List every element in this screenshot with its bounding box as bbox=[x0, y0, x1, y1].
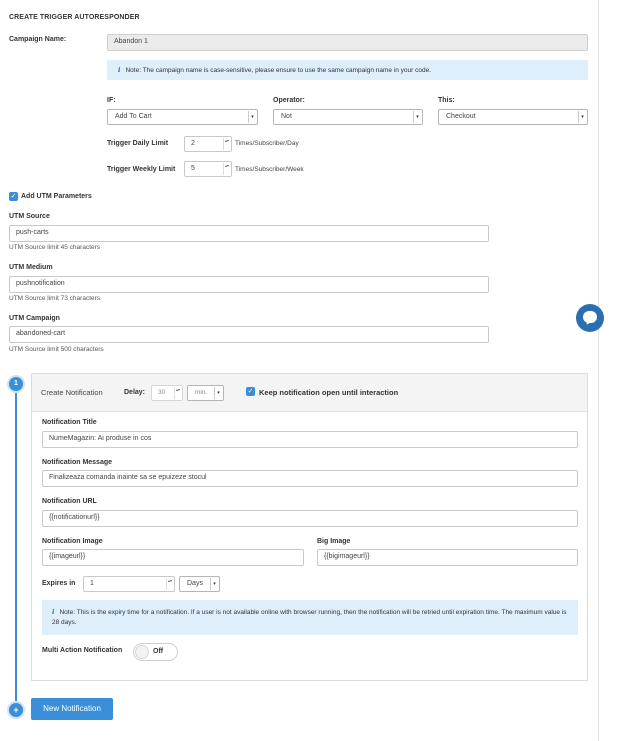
utm-medium-input[interactable]: pushnotification bbox=[9, 276, 489, 293]
utm-campaign-input[interactable]: abandoned-cart bbox=[9, 326, 489, 343]
chevron-down-icon: ▾ bbox=[214, 387, 222, 399]
toggle-knob bbox=[135, 645, 149, 659]
campaign-name-label: Campaign Name: bbox=[9, 36, 67, 43]
multi-action-state: Off bbox=[153, 648, 164, 655]
notification-url-label: Notification URL bbox=[42, 498, 97, 505]
page-title: CREATE TRIGGER AUTORESPONDER bbox=[9, 14, 140, 21]
step-number-badge: 1 bbox=[9, 377, 23, 391]
expires-unit-select[interactable] bbox=[179, 576, 220, 592]
notification-message-label: Notification Message bbox=[42, 459, 113, 466]
utm-checkbox-label: Add UTM Parameters bbox=[21, 193, 92, 200]
add-step-icon[interactable]: + bbox=[9, 703, 23, 717]
daily-limit-label: Trigger Daily Limit bbox=[107, 140, 169, 147]
daily-limit-input[interactable] bbox=[184, 136, 232, 152]
spinner-arrows-icon[interactable]: ▴▾ bbox=[174, 387, 181, 399]
delay-label: Delay: bbox=[124, 389, 146, 396]
spinner-arrows-icon[interactable]: ▴▾ bbox=[166, 578, 173, 590]
delay-unit-value: min. bbox=[195, 389, 208, 396]
this-select-value: Checkout bbox=[446, 113, 476, 120]
campaign-note-text: Note: The campaign name is case-sensitive, please ensure to use the same campaign name in your code. bbox=[125, 67, 432, 74]
chat-widget-button[interactable] bbox=[576, 304, 604, 332]
utm-checkbox[interactable]: ✓ bbox=[10, 193, 17, 200]
expires-unit-value: Days bbox=[187, 580, 203, 587]
if-label: IF: bbox=[107, 97, 116, 104]
notification-message-input[interactable]: Finalizeaza comanda inainte sa se epuizeze stocul bbox=[42, 470, 578, 487]
expires-value: 1 bbox=[90, 580, 94, 587]
this-select[interactable] bbox=[438, 109, 588, 125]
notification-card-header bbox=[32, 374, 587, 412]
weekly-limit-value: 5 bbox=[191, 165, 195, 172]
create-notification-title: Create Notification bbox=[41, 388, 103, 397]
delay-value: 30 bbox=[158, 389, 166, 396]
daily-limit-value: 2 bbox=[191, 140, 195, 147]
notification-image-label: Notification Image bbox=[42, 538, 103, 545]
campaign-name-field[interactable]: Abandon 1 bbox=[107, 34, 588, 51]
weekly-limit-input[interactable] bbox=[184, 161, 232, 177]
expiry-note bbox=[42, 600, 578, 635]
if-select-value: Add To Cart bbox=[115, 113, 152, 120]
new-notification-button[interactable]: New Notification bbox=[31, 698, 113, 720]
delay-unit-select[interactable] bbox=[187, 385, 224, 401]
utm-source-hint: UTM Source limit 45 characters bbox=[9, 244, 101, 251]
daily-limit-unit: Times/Subscriber/Day bbox=[235, 140, 299, 147]
big-image-input[interactable]: {{bigimageurl}} bbox=[317, 549, 578, 566]
notification-image-input[interactable]: {{imageurl}} bbox=[42, 549, 304, 566]
operator-select-value: Not bbox=[281, 113, 292, 120]
utm-source-label: UTM Source bbox=[9, 213, 50, 220]
multi-action-toggle[interactable] bbox=[133, 643, 178, 661]
spinner-arrows-icon[interactable]: ▴▾ bbox=[223, 163, 230, 175]
notification-title-input[interactable]: NumeMagazin: Ai produse in cos bbox=[42, 431, 578, 448]
expires-input[interactable] bbox=[83, 576, 175, 592]
campaign-note bbox=[107, 60, 588, 80]
utm-campaign-hint: UTM Source limit 500 characters bbox=[9, 346, 104, 353]
info-icon: i bbox=[118, 66, 121, 74]
utm-source-input[interactable]: push-carts bbox=[9, 225, 489, 242]
operator-label: Operator: bbox=[273, 97, 305, 104]
chevron-down-icon: ▾ bbox=[578, 111, 586, 123]
weekly-limit-label: Trigger Weekly Limit bbox=[107, 166, 176, 173]
spinner-arrows-icon[interactable]: ▴▾ bbox=[223, 138, 230, 150]
notification-card bbox=[31, 373, 588, 681]
operator-select[interactable] bbox=[273, 109, 423, 125]
chevron-down-icon: ▾ bbox=[413, 111, 421, 123]
utm-medium-hint: UTM Source limit 73 characters bbox=[9, 295, 101, 302]
chevron-down-icon: ▾ bbox=[210, 578, 218, 590]
info-icon: i bbox=[52, 608, 55, 616]
notification-url-input[interactable]: {{notificationurl}} bbox=[42, 510, 578, 527]
this-label: This: bbox=[438, 97, 455, 104]
if-select[interactable] bbox=[107, 109, 258, 125]
utm-campaign-label: UTM Campaign bbox=[9, 315, 60, 322]
keep-open-checkbox[interactable]: ✓ bbox=[247, 388, 254, 395]
expiry-note-text: Note: This is the expiry time for a notification. If a user is not available online with browser running, then the notification will be retried until expiration time. The maximum value is 28 days. bbox=[52, 609, 567, 626]
notification-title-label: Notification Title bbox=[42, 419, 97, 426]
multi-action-label: Multi Action Notification bbox=[42, 647, 123, 654]
timeline-line bbox=[15, 386, 17, 710]
big-image-label: Big Image bbox=[317, 538, 351, 545]
expires-label: Expires in bbox=[42, 580, 76, 587]
keep-open-label: Keep notification open until interaction bbox=[259, 388, 399, 397]
weekly-limit-unit: Times/Subscriber/Week bbox=[235, 166, 304, 173]
delay-input[interactable] bbox=[151, 385, 183, 401]
chevron-down-icon: ▾ bbox=[248, 111, 256, 123]
utm-medium-label: UTM Medium bbox=[9, 264, 53, 271]
